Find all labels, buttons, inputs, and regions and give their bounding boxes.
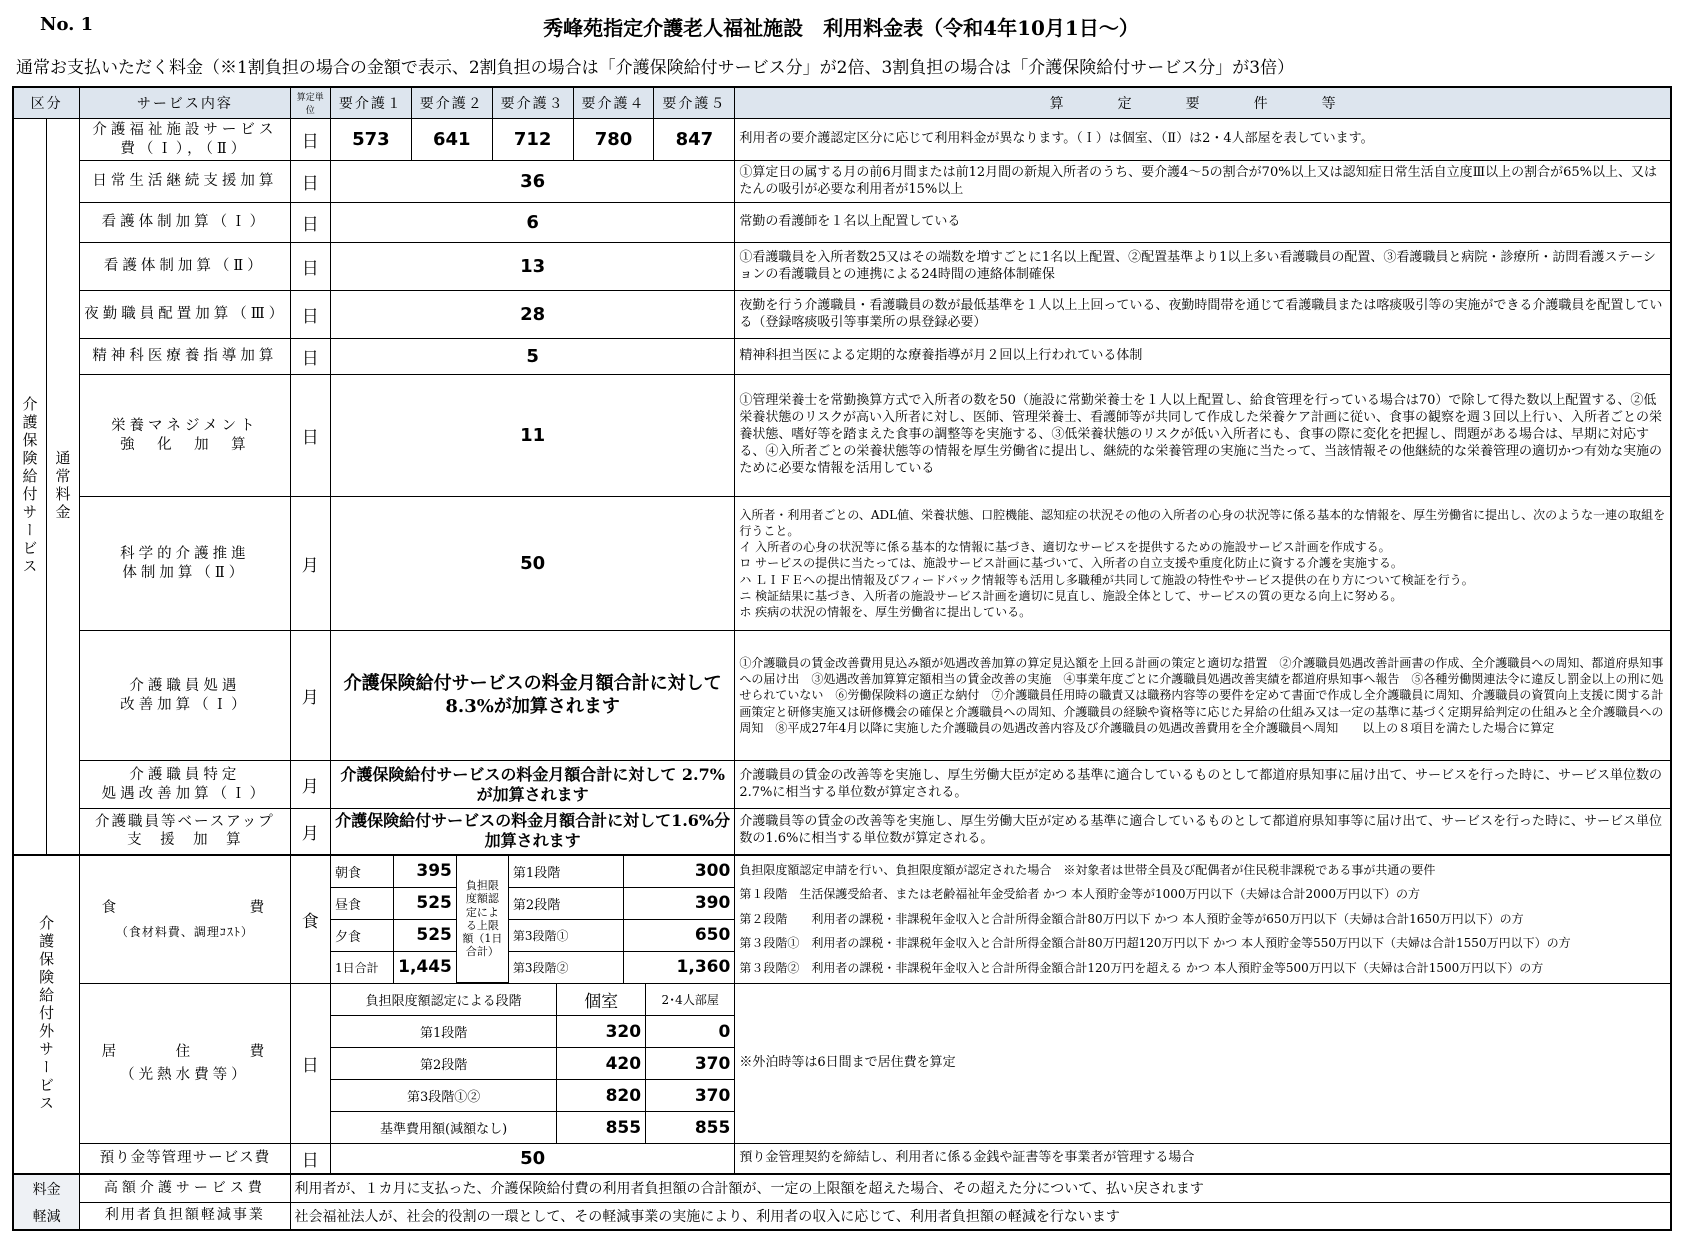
stage-row [509,856,734,888]
unit: 日 [290,339,330,375]
fee-value: 介護保険給付サービスの料金月額合計に対して1.6%分加算されます [330,809,734,855]
req-line: 第３段階① 利用者の課税・非課税年金収入と合計所得金額合計80万円超120万円以下 かつ 本人預貯金等550万円以下（夫婦は合計1550万円以下）の方 [739,936,1571,951]
service-name: 預り金等管理サービス費 [80,1144,290,1175]
service-name-line2: （光熱水費等） [120,1066,250,1083]
unit: 月 [290,809,330,855]
col-requirements: 算 定 要 件 等 [735,87,1671,119]
fee-value: 13 [330,243,734,291]
housing-head-row [331,984,734,1016]
service-name-line1: 介護職員等ベースアップ [94,814,275,831]
stage-value: 300 [623,856,734,888]
row-user-burden [13,1202,1671,1230]
unit: 日 [290,375,330,497]
fee-value: 介護保険給付サービスの料金月額合計に対して 2.7% が加算されます [330,761,734,809]
requirements-text: ①看護職員を入所者数25又はその端数を増すごとに1名以上配置、②配置基準より1以上多い看護職員の配置、③看護職員と病院・診療所・訪問看護ステーションの看護職員との連携による24時間の連絡体制確保 [735,243,1671,291]
housing-stage: 第2段階 [331,1048,557,1080]
meal-label: 夕食 [331,919,394,951]
food-price-table [331,856,734,984]
care2-value: 641 [411,119,492,161]
unit: 月 [290,631,330,761]
housing-price-table [331,984,734,1143]
requirements-text: 精神科担当医による定期的な療養指導が月２回以上行われている体制 [735,339,1671,375]
service-name [80,809,290,855]
fee-value: 50 [330,1144,734,1175]
service-name [80,631,290,761]
housing-stage: 基準費用額(減額なし) [331,1112,557,1144]
row-treatment [13,631,1671,761]
housing-row [331,1048,734,1080]
req-line: ハ ＬＩＦＥへの提出情報及びフィードバック情報等も活用し多職種が共同して施設の特性やサービス提供の在り方について検証を行う。 [739,572,1474,587]
req-line: ホ 疾病の状況の情報を、厚生労働省に提出している。 [739,604,1032,619]
req-line: ニ 検証結果に基づき、入所者の施設サービス計画を適切に見直し、施設全体として、サービスの質の更なる向上に努める。 [739,588,1403,603]
header-row [13,87,1671,119]
fee-table [12,86,1672,1231]
meal-value: 525 [394,919,457,951]
row-high-cost [13,1174,1671,1202]
col-care1: 要介護１ [330,87,411,119]
housing-stage: 第3段階①② [331,1080,557,1112]
housing-shared: 855 [646,1112,735,1144]
housing-private: 855 [557,1112,646,1144]
service-name: 利用者負担額軽減事業 [80,1202,290,1230]
care4-value: 780 [573,119,654,161]
meal-value: 525 [394,887,457,919]
requirements-text: ①管理栄養士を常勤換算方式で入所者の数を50（施設に常勤栄養士を１人以上配置し、給食管理を行っている場合は70）で除して得た数以上配置する、②低栄養状態のリスクが高い入所者に対し、医師、管理栄養士、看護師等が共同して作成した栄養ケア計画に従い、食事の観察を週３回以上行い、入所者ごとの栄養状態、嗜好等を踏まえた食事の調整等を実施する、③低栄養状態のリスクが低い入所者にも、食事の際に変化を把握し、問題がある場合は、早期に対応する、④入所者ごとの栄養状態等の情報を厚生労働省に提出し、継続的な栄養管理の実施に当たって、当該情報その他継続的な栄養管理の適切かつ有効な実施のために必要な情報を活用している [735,375,1671,497]
requirements-text: 介護職員の賃金の改善等を実施し、厚生労働大臣が定める基準に適合しているものとして都道府県知事に届け出て、サービスを行った時に、サービス単位数の2.7%に相当する単位数が算定される。 [735,761,1671,809]
service-name-line2: （食材料費、調理ｺｽﾄ） [115,924,254,939]
meal-value: 1,445 [394,951,457,983]
section-regular: 通常料金 [46,119,79,855]
housing-head-private: 個室 [557,984,646,1016]
fee-value: 28 [330,291,734,339]
stage-label: 第3段階② [509,951,623,983]
unit: 日 [290,119,330,161]
fee-value: 6 [330,203,734,243]
page-subtitle: 通常お支払いただく料金（※1割負担の場合の金額で表示、2割負担の場合は「介護保険給付サービス分」が2倍、3割負担の場合は「介護保険給付サービス分」が3倍） [16,58,1295,78]
stage-row [509,887,734,919]
col-unit: 算定単位 [290,87,330,119]
stage-block [508,856,734,984]
row-daily-support [13,161,1671,203]
req-line: 第３段階② 利用者の課税・非課税年金収入と合計所得金額合計120万円を超える かつ 本人預貯金等500万円以下（夫婦は合計1500万円以下）の方 [739,960,1544,975]
housing-row [331,1080,734,1112]
unit: 日 [290,984,330,1144]
req-line: イ 入所者の心身の状況等に係る基本的な情報に基づき、適切なサービスを提供するための施設サービス計画を作成する。 [739,540,1391,555]
stage-table [509,856,734,983]
section-reduction-a: 料金 [13,1174,80,1202]
service-name-line1: 食 費 [101,899,269,916]
section-non-insured: 介護保険給付外サービス [13,855,80,1175]
requirements-text: 預り金管理契約を締結し、利用者に係る金銭や証書等を事業者が管理する場合 [735,1144,1671,1175]
col-care4: 要介護４ [573,87,654,119]
stage-value: 390 [623,887,734,919]
stage-label: 第2段階 [509,887,623,919]
service-name-line1: 居 住 費 [101,1044,269,1061]
service-name [80,497,290,631]
requirements-text: 介護職員等の賃金の改善等を実施し、厚生労働大臣が定める基準に適合しているものとして都道府県知事等に届け出て、サービスを行った時に、サービス単位数の1.6%に相当する単位数が算定される。 [735,809,1671,855]
meal-label: 1日合計 [331,951,394,983]
requirements-text: ①介護職員の賃金改善費用見込み額が処遇改善加算の算定見込額を上回る計画の策定と適切な措置 ②介護職員処遇改善計画書の作成、全介護職員への周知、都道府県知事への届け出 ③処遇改善加算算定額相当の賃金改善の実施 ④事業年度ごとに介護職員処遇改善実績を都道府県知事へ報告 ⑤各種労働関連法令に違反し罰金以上の刑に処せられていない ⑥労働保険料の適正な納付 ⑦介護職員任用時の職責又は職務内容等の要件を定めて書面で作成し全介護職員に周知、介護職員の資質向上支援に関する計画策定と研修実施又は研修機会の確保と介護職員への周知、介護職員の経験や資格等に応じた昇給の仕組み又は一定の基準に基づく定期昇給判定の仕組みと全介護職員への周知 ⑧平成27年4月以降に実施した介護職員の処遇改善内容及び介護職員の処遇改善費用を全介護職員へ周知 以上の８項目を満たした場合に算定 [735,631,1671,761]
care1-value: 573 [330,119,411,161]
fee-value: 50 [330,497,734,631]
req-line: ロ サービスの提供に当たっては、施設サービス計画に基づいて、入所者の自立支援や重度化防止に資する介護を実施する。 [739,556,1403,571]
description-text: 社会福祉法人が、社会的役割の一環として、その軽減事業の実施により、利用者の収入に応じて、利用者負担額の軽減を行ないます [290,1202,1671,1230]
meal-label: 昼食 [331,887,394,919]
housing-private: 320 [557,1016,646,1048]
row-specific [13,761,1671,809]
fee-value: 11 [330,375,734,497]
requirements-text: 常勤の看護師を１名以上配置している [735,203,1671,243]
requirements-text [735,497,1671,631]
row-nutrition [13,375,1671,497]
service-name-line2: 支 援 加 算 [127,832,243,849]
service-name: 看護体制加算（Ｉ） [80,203,290,243]
unit: 日 [290,161,330,203]
fee-value: 5 [330,339,734,375]
housing-row [331,1016,734,1048]
housing-private: 420 [557,1048,646,1080]
req-line: 第１段階 生活保護受給者、または老齢福祉年金受給者 かつ 本人預貯金等が1000万円以下（夫婦は合計2000万円以下）の方 [739,887,1421,902]
fee-value: 介護保険給付サービスの料金月額合計に対して8.3%が加算されます [330,631,734,761]
housing-price-cell [330,984,734,1144]
col-care2: 要介護２ [411,87,492,119]
row-food [13,855,1671,984]
fee-value: 36 [330,161,734,203]
housing-shared: 0 [646,1016,735,1048]
housing-row [331,1112,734,1144]
requirements-text: ※外泊時等は6日間まで居住費を算定 [735,984,1671,1144]
unit: 日 [290,1144,330,1175]
stage-value: 650 [623,919,734,951]
care5-value: 847 [654,119,735,161]
row-housing [13,984,1671,1144]
service-name-line2: 改善加算（Ｉ） [120,696,250,713]
meal-value: 395 [394,856,457,888]
service-name: 介護福祉施設サービス費（Ｉ），（Ⅱ） [80,119,290,161]
unit: 日 [290,291,330,339]
meal-label: 朝食 [331,856,394,888]
stage-label: 第1段階 [509,856,623,888]
req-line: 第２段階 利用者の課税・非課税年金収入と合計所得金額合計80万円以下 かつ 本人預貯金等が650万円以下（夫婦は合計1650万円以下）の方 [739,911,1524,926]
housing-head-label: 負担限度額認定による段階 [331,984,557,1016]
unit: 月 [290,761,330,809]
requirements-text: 夜勤を行う介護職員・看護職員の数が最低基準を１人以上上回っている、夜勤時間帯を通じて看護職員または喀痰吸引等の実施ができる介護職員を配置している（登録喀痰吸引等事業所の県登録必要） [735,291,1671,339]
section-reduction-b: 軽減 [13,1202,80,1230]
service-name: 日常生活継続支援加算 [80,161,290,203]
meal-row [331,856,508,888]
housing-stage: 第1段階 [331,1016,557,1048]
col-care3: 要介護３ [492,87,573,119]
service-name [80,761,290,809]
unit: 日 [290,203,330,243]
service-name [80,984,290,1144]
row-night [13,291,1671,339]
requirements-text: ①算定日の属する月の前6月間または前12月間の新規入所者のうち、要介護4～5の割合が70%以上又は認知症日常生活自立度Ⅲ以上の割合が65%以上、又はたんの吸引が必要な利用者が15%以上 [735,161,1671,203]
page-title: 秀峰苑指定介護老人福祉施設 利用料金表（令和4年10月1日～） [543,16,1139,40]
food-price-cell [330,855,734,984]
limit-label: 負担限度額認定による上限額（1日合計） [456,856,508,983]
service-name: 夜勤職員配置加算（Ⅲ） [80,291,290,339]
unit: 日 [290,243,330,291]
meal-table [331,856,508,984]
service-name-line2: 体制加算（Ⅱ） [122,564,248,581]
meal-block [331,856,508,984]
unit: 月 [290,497,330,631]
service-name [80,375,290,497]
stage-value: 1,360 [623,951,734,983]
page-number: No. 1 [40,14,94,35]
section-insured: 介護保険給付サービス [13,119,46,855]
service-name-line1: 栄養マネジメント [111,418,259,435]
stage-row [509,951,734,983]
service-name-line1: 介護職員処遇 [129,678,241,695]
col-category: 区分 [13,87,80,119]
housing-head-shared: 2･4人部屋 [646,984,735,1016]
service-name: 精神科医療養指導加算 [80,339,290,375]
service-name [80,855,290,984]
row-facility [13,119,1671,161]
housing-shared: 370 [646,1080,735,1112]
row-psych [13,339,1671,375]
requirements-text [735,855,1671,984]
unit: 食 [290,855,330,984]
req-line: 負担限度額認定申請を行い、負担限度額が認定された場合 ※対象者は世帯全員及び配偶者が住民税非課税である事が共通の要件 [739,862,1436,877]
service-name-line1: 介護職員特定 [129,767,241,784]
row-nursing1 [13,203,1671,243]
housing-shared: 370 [646,1048,735,1080]
description-text: 利用者が、１カ月に支払った、介護保険給付費の利用者負担額の合計額が、一定の上限額を超えた場合、その超えた分について、払い戻されます [290,1174,1671,1202]
stage-row [509,919,734,951]
service-name-line2: 処遇改善加算（Ｉ） [101,785,269,802]
housing-private: 820 [557,1080,646,1112]
care3-value: 712 [492,119,573,161]
service-name: 看護体制加算（Ⅱ） [80,243,290,291]
service-name-line2: 強 化 加 算 [120,436,250,453]
row-baseup [13,809,1671,855]
service-name-line1: 科学的介護推進 [120,546,250,563]
row-science [13,497,1671,631]
row-deposit [13,1144,1671,1175]
col-service: サービス内容 [80,87,290,119]
service-name: 高額介護サービス費 [80,1174,290,1202]
row-nursing2 [13,243,1671,291]
req-line: 入所者・利用者ごとの、ADL値、栄養状態、口腔機能、認知症の状況その他の入所者の心身の状況等に係る基本的な情報を、厚生労働省に提出し、次のような一連の取組を行うこと。 [739,507,1666,539]
requirements-text: 利用者の要介護認定区分に応じて利用料金が異なります。（Ｉ）は個室、（Ⅱ）は2・4人部屋を表しています。 [735,119,1671,161]
stage-label: 第3段階① [509,919,623,951]
col-care5: 要介護５ [654,87,735,119]
